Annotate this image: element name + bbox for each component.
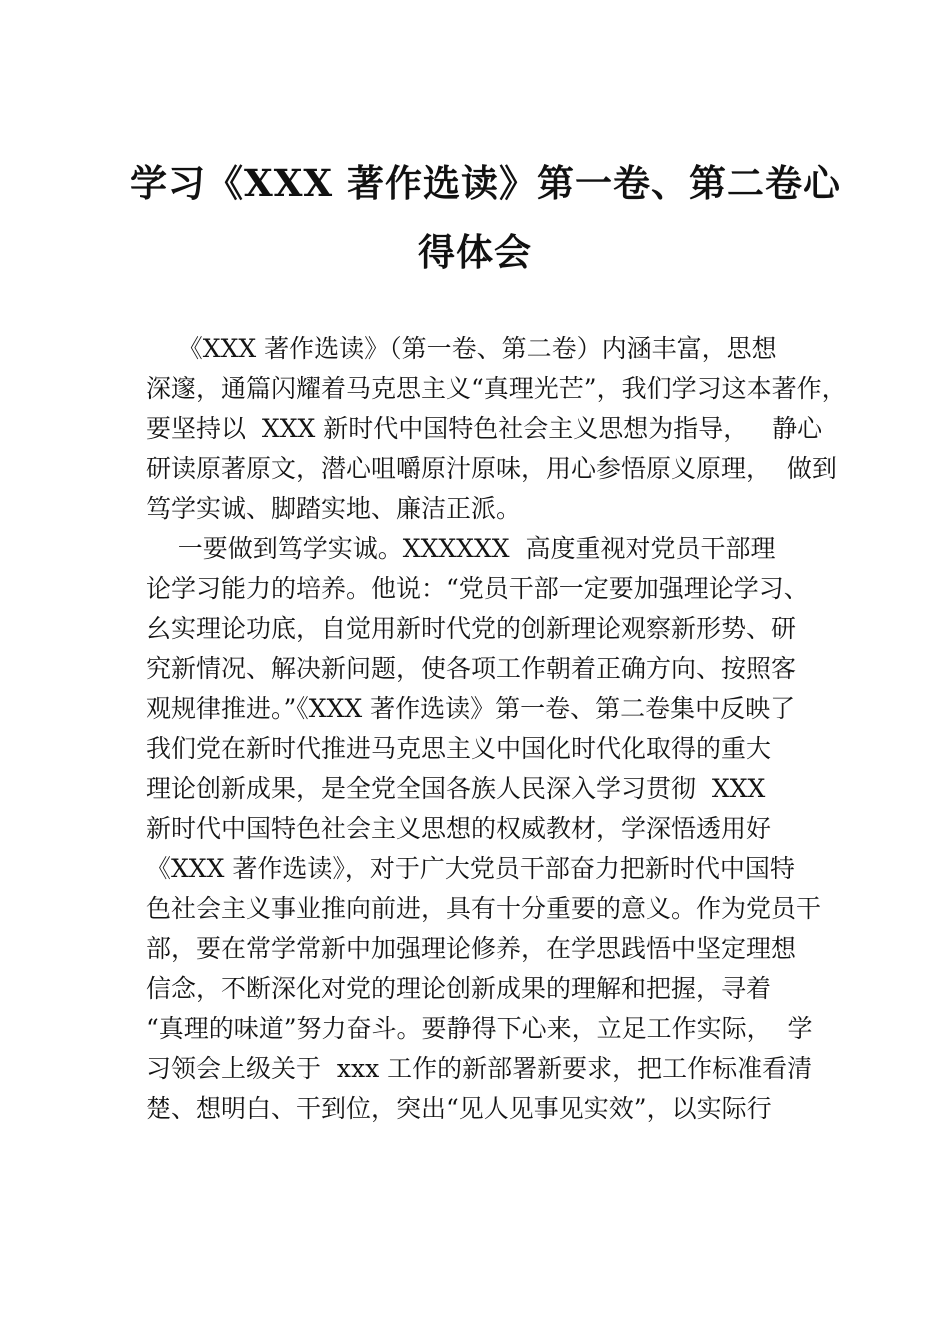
body-line: 《XXX 著作选读》，对于广大党员干部奋力把新时代中国特 (146, 854, 795, 883)
document-title-line-2: 得体会 (418, 230, 532, 274)
body-line: 习领会上级关于 xxx 工作的新部署新要求，把工作标准看清 (146, 1054, 813, 1083)
body-line: 要坚持以 XXX 新时代中国特色社会主义思想为指导， 静心 (146, 414, 823, 443)
body-line: 究新情况、解决新问题，使各项工作朝着正确方向、按照客 (146, 654, 797, 683)
body-line: 新时代中国特色社会主义思想的权威教材，学深悟透用好 (146, 814, 772, 843)
body-line: 笃学实诚、脚踏实地、廉洁正派。 (146, 494, 522, 523)
document-title-line-1: 学习《XXX 著作选读》第一卷、第二卷心 (130, 161, 842, 205)
body-line: 楚、想明白、干到位，突出“见人见事见实效”，以实际行 (146, 1094, 772, 1123)
body-line: 信念，不断深化对党的理论创新成果的理解和把握，寻着 (146, 974, 772, 1003)
body-line: 色社会主义事业推向前进，具有十分重要的意义。作为党员干 (146, 894, 822, 923)
body-line: 我们党在新时代推进马克思主义中国化时代化取得的重大 (146, 734, 772, 763)
body-line: 深邃，通篇闪耀着马克思主义“真理光芒”，我们学习这本著作， (146, 374, 847, 403)
body-line: “真理的味道”努力奋斗。要静得下心来，立足工作实际， 学 (146, 1014, 813, 1043)
body-line: 部，要在常学常新中加强理论修养，在学思践悟中坚定理想 (146, 934, 797, 963)
body-line: 论学习能力的培养。他说：“党员干部一定要加强理论学习、 (146, 574, 809, 603)
body-line: 一要做到笃学实诚。XXXXXX 高度重视对党员干部理 (146, 534, 776, 563)
body-line: 研读原著原文，潜心咀嚼原汁原味，用心参悟原义原理， 做到 (146, 454, 837, 483)
body-line: 理论创新成果，是全党全国各族人民深入学习贯彻 XXX (146, 774, 766, 803)
body-line: 观规律推进。”《XXX 著作选读》第一卷、第二卷集中反映了 (146, 694, 796, 723)
body-line: 幺实理论功底，自觉用新时代党的创新理论观察新形势、研 (146, 614, 797, 643)
body-line: 《XXX 著作选读》（第一卷、第二卷）内涵丰富，思想 (146, 334, 777, 363)
